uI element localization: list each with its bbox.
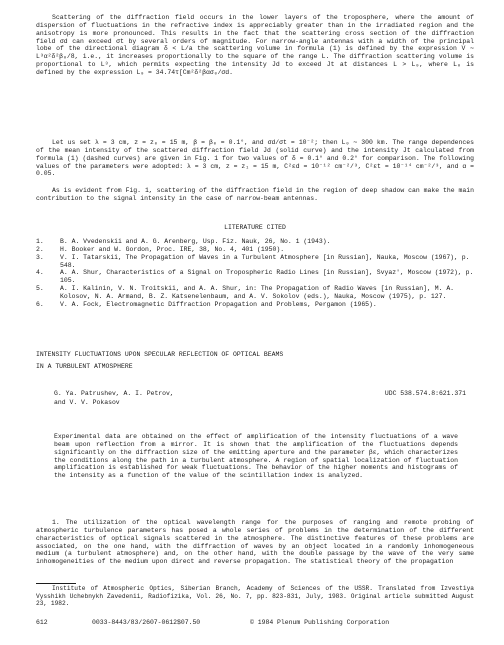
reference-text: V. A. Fock, Electromagnetic Diffraction Propagation and Problems, Pergamon (1965).	[60, 300, 377, 308]
article-body-paragraph: 1. The utilization of the optical wavelength range for the purposes of ranging and remote probing of atmospheric turbulence parameters has posed a whole series of problems in the determination of the different characteristics of optical signals scattered in the atmosphere. The distinctive features of these problems are associated, on the one hand, with the diffraction of waves by an object located in a randomly inhomogeneous medium (a turbulent atmosphere) and, on the other hand, with the double passage by the wave of the very same inhomogeneities of the medium upon direct and reverse propagation. The statistical theory of the propagation	[36, 519, 474, 566]
reference-item	[36, 285, 474, 301]
reference-number: 6.	[36, 300, 44, 308]
reference-text: A. I. Kalinin, V. N. Troitskii, and A. A. Shur, in: The Propagation of Radio Waves [in Russian], M. A. Kolosov, N. A. Armand, B. Z. Katsenelenbaum, and A. V. Sokolov (eds.), Nauka, Moscow (1975), p. 127.	[60, 285, 455, 300]
reference-text: B. A. Vvedenskii and A. G. Arenberg, Usp. Fiz. Nauk, 26, No. 1 (1943).	[60, 238, 331, 245]
article-abstract: Experimental data are obtained on the effect of amplification of the intensity fluctuations of a wave beam upon reflection from a mirror. It is shown that the amplification of the fluctuations depends significantly on the diffraction size of the emitting aperture and the parameter βε, which characterizes the conditions along the path in a turbulent atmosphere. A region of spatial localization of fluctuation amplification is established for weak fluctuations. The behavior of the higher moments and histograms of the intensity as a function of the value of the scintillation index is analyzed.	[54, 433, 458, 480]
article-title-line-2: IN A TURBULENT ATMOSPHERE	[36, 363, 133, 370]
footnote-divider	[36, 583, 76, 584]
page-footer	[36, 619, 474, 627]
footnote-text: Institute of Atmospheric Optics, Siberian Branch, Academy of Sciences of the USSR. Translated from Izvestiya Vysshikh Uchebnykh Zavedenii, Radiofizika, Vol. 26, No. 7, pp. 823-831, July, 1983. Original article submitted August 23, 1982.	[36, 585, 474, 608]
reference-list	[36, 238, 474, 309]
reference-number: 2.	[36, 245, 44, 253]
reference-item	[36, 238, 474, 246]
article-title-line-1: INTENSITY FLUCTUATIONS UPON SPECULAR REFLECTION OF OPTICAL BEAMS	[36, 351, 284, 358]
intro-paragraph-3: As is evident from Fig. 1, scattering of the diffraction field in the region of deep shadow can make the main contribution to the signal intensity in the case of narrow-beam antennas.	[36, 187, 474, 202]
page-number: 612	[36, 619, 48, 626]
reference-item	[36, 254, 474, 270]
reference-number: 3.	[36, 253, 44, 261]
udc-code: UDC 538.574.8:621.371	[384, 390, 466, 397]
article-authors: G. Ya. Patrushev, A. I. Petrov, and V. V. Pokasov	[54, 390, 174, 406]
article-code: 0033-8443/83/2607-0612$07.50	[92, 619, 201, 626]
reference-text: V. I. Tatarskii, The Propagation of Waves in a Turbulent Atmosphere [in Russian], Nauka, Moscow (1967), p. 548.	[60, 253, 470, 269]
reference-item	[36, 301, 474, 309]
copyright-notice: © 1984 Plenum Publishing Corporation	[250, 619, 390, 626]
intro-paragraph-2: Let us set λ = 3 cm, z = z₀ = 15 m, β = β₀ = 0.1°, and σd/σt = 10⁻²; then L₀ ∼ 300 km. The range dependences of the mean intensity of the scattered diffraction field Jd (solid curve) and the intensity Jt calculated from formula (1) (dashed curves) are given in Fig. 1 for two values of δ = 0.1° and 0.2° for comparison. The following values of the parameters were adopted: λ = 3 cm, z = z₁ = 15 m, C²εd = 10⁻¹² cm⁻²/³, C²εt = 10⁻¹⁴ cm⁻²/³, and α = 0.05.	[36, 139, 474, 178]
reference-number: 1.	[36, 238, 44, 245]
reference-text: A. A. Shur, Characteristics of a Signal on Tropospheric Radio Lines [in Russian], Svyaz', Moscow (1972), p. 105.	[60, 269, 474, 285]
reference-number: 4.	[36, 269, 44, 277]
reference-number: 5.	[36, 285, 44, 293]
literature-heading: LITERATURE CITED	[224, 224, 286, 231]
reference-item	[36, 269, 474, 285]
reference-item	[36, 246, 474, 254]
intro-paragraph-1: Scattering of the diffraction field occurs in the lower layers of the troposphere, where the amount of dispersion of fluctuations in the refractive index is appreciably greater than in the irradiated region and the anisotropy is more pronounced. This results in the fact that the scattering cross section of the diffraction field σd can exceed σt by several orders of magnitude. For narrow-angle antennas with a width of the principal lobe of the directional diagram δ < L/a the scattering volume in formula (1) is defined by the expression V ∼ L³α²δ²β₀/8, i.e., it increases proportionally to the square of the range L. The diffraction scattering volume is proportional to L³, which permits expecting the intensity Jd to exceed Jt at distances L > L₀, where L₀ is defined by the expression L₀ = 34.74τ[Cm²δ²βασ₀/σd.	[36, 14, 474, 76]
reference-text: H. Booker and W. Gordon, Proc. IRE, 38, No. 4, 401 (1950).	[60, 245, 285, 253]
